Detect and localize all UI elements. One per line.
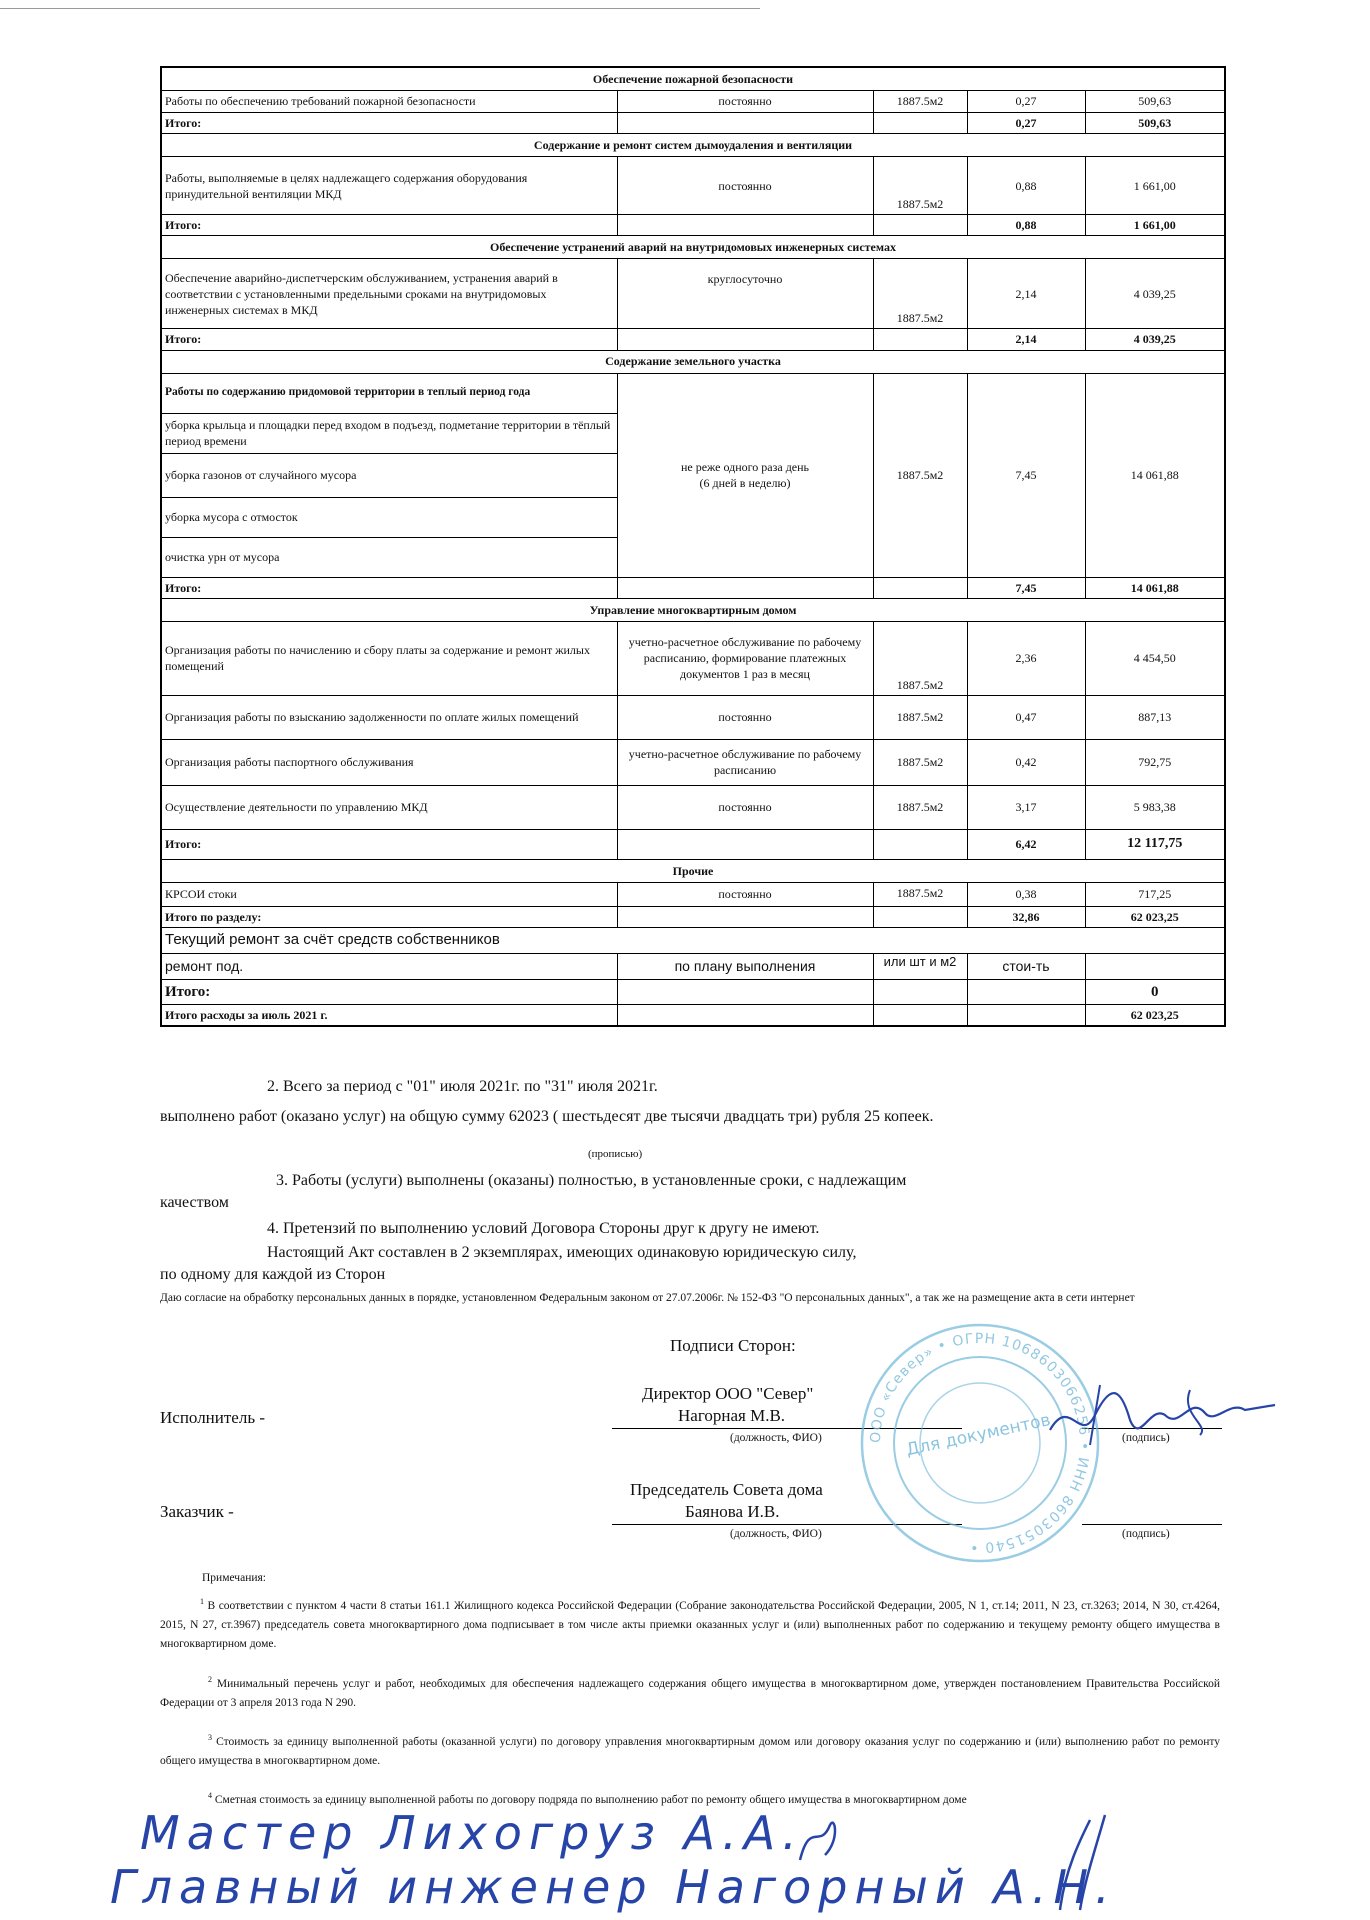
repair-rate: стои-ть [967, 953, 1085, 979]
service-area: 1887.5м2 [873, 259, 967, 329]
service-area: 1887.5м2 [873, 739, 967, 785]
propis-caption: (прописью) [588, 1148, 643, 1160]
handwritten-chief-engineer: Главный инженер Нагорный А.Н. [110, 1860, 1117, 1914]
service-area: 1887.5м2 [873, 882, 967, 906]
paragraph-2-period: 2. Всего за период с "01" июля 2021г. по "31" июля 2021г. [267, 1078, 658, 1095]
service-name: Организация работы паспортного обслуживания [161, 739, 617, 785]
section-header: Содержание земельного участка [161, 350, 1225, 373]
service-rate: 0,47 [967, 695, 1085, 739]
paragraph-2-sum: выполнено работ (оказано услуг) на общую сумму 62023 ( шестьдесят две тысячи двадцать три) рубля 25 копеек. [160, 1108, 934, 1125]
service-area: 1887.5м2 [873, 157, 967, 215]
paragraph-4: 4. Претензий по выполнению условий Договора Стороны друг к другу не имеют. [267, 1220, 820, 1237]
total-label: Итого: [161, 577, 617, 598]
total-label: Итого: [161, 215, 617, 236]
signatures-title: Подписи Сторон: [670, 1336, 796, 1355]
service-name: Осуществление деятельности по управлению МКД [161, 785, 617, 829]
paragraph-3-end: качеством [160, 1194, 229, 1211]
service-rate: 2,14 [967, 259, 1085, 329]
grand-total-label: Итого расходы за июль 2021 г. [161, 1005, 617, 1027]
repair-frequency: по плану выполнения [617, 953, 873, 979]
total-rate: 2,14 [967, 329, 1085, 350]
service-frequency: постоянно [617, 882, 873, 906]
service-frequency: не реже одного раза день (6 дней в неделю) [617, 373, 873, 577]
executor-fio-caption: (должность, ФИО) [730, 1432, 822, 1444]
service-name: очистка урн от мусора [161, 537, 617, 577]
total-rate: 6,42 [967, 829, 1085, 859]
notes-title: Примечания: [202, 1572, 266, 1584]
total-sum: 509,63 [1085, 113, 1225, 134]
section-header: Управление многоквартирным домом [161, 598, 1225, 621]
service-name: Работы по обеспечению требований пожарной безопасности [161, 91, 617, 113]
consent-text: Даю согласие на обработку персональных данных в порядке, установленном Федеральным законом от 27.07.2006г. № 152-ФЗ "О персональных данных", а так же на размещение акта в сети интернет [160, 1292, 1135, 1304]
service-sum: 5 983,38 [1085, 785, 1225, 829]
total-rate: 0,27 [967, 113, 1085, 134]
service-name: КРСОИ стоки [161, 882, 617, 906]
section-total-sum: 62 023,25 [1085, 906, 1225, 927]
paragraph-3: 3. Работы (услуги) выполнены (оказаны) полностью, в установленные сроки, с надлежащим [276, 1172, 907, 1189]
service-sum: 509,63 [1085, 91, 1225, 113]
service-frequency: учетно-расчетное обслуживание по рабочему расписанию, формирование платежных документов 1 раз в месяц [617, 621, 873, 695]
service-name: Обеспечение аварийно-диспетчерским обслуживанием, устранения аварий в соответствии с установленными предельными сроками на внутридомовых инженерных системах в МКД [161, 259, 617, 329]
note-4-text: Сметная стоимость за единицу выполненной работы по договору подряда по выполнению работ по ремонту общего имущества в многоквартирном доме [214, 1793, 967, 1806]
executor-position: Директор ООО "Север" [642, 1384, 814, 1403]
total-sum: 4 039,25 [1085, 329, 1225, 350]
service-area: 1887.5м2 [873, 621, 967, 695]
service-sum: 887,13 [1085, 695, 1225, 739]
customer-name: Баянова И.В. [685, 1502, 780, 1521]
service-sum: 792,75 [1085, 739, 1225, 785]
service-rate: 2,36 [967, 621, 1085, 695]
total-sum: 1 661,00 [1085, 215, 1225, 236]
service-name: уборка крыльца и площадки перед входом в подъезд, подметание территории в тёплый период времени [161, 413, 617, 453]
service-sum: 4 454,50 [1085, 621, 1225, 695]
service-sum: 717,25 [1085, 882, 1225, 906]
note-2-text: Минимальный перечень услуг и работ, необходимых для обеспечения надлежащего содержания общего имущества в многоквартирном доме, утвержден постановлением Правительства Российской Федерации от 3 апреля 2013 года N 290. [160, 1677, 1221, 1709]
stamp-ring-text: ООО «Север» • ОГРН 1068603066256 • ИНН 8603051540 • [867, 1330, 1093, 1556]
service-rate: 7,45 [967, 373, 1085, 577]
service-area: 1887.5м2 [873, 91, 967, 113]
handwritten-initials [780, 1800, 1200, 1918]
section-header: Прочие [161, 859, 1225, 882]
service-frequency: постоянно [617, 157, 873, 215]
service-sum: 14 061,88 [1085, 373, 1225, 577]
service-name: уборка газонов от случайного мусора [161, 453, 617, 497]
handwritten-master: Мастер Лихогруз А.А. [140, 1806, 804, 1860]
customer-label: Заказчик - [160, 1502, 234, 1521]
note-1: $^1$ В соответствии с пунктом 4 части 8 статьи 161.1 Жилищного кодекса Российской Федерации (Собрание законодательства Российской Федерации, 2005, N 1, ст.14; 2011, N 23, ст.3263; 2014, N 30, ст.4264, 2015, N 27, ст.3967) председатель совета многоквартирного дома подписывает в том числе акты приемки оказанных услуг и (или) выполненных работ по содержанию и текущему ремонту общего имущества в многоквартирном доме. [160, 1597, 1221, 1650]
section-total-rate: 32,86 [967, 906, 1085, 927]
total-rate: 0,88 [967, 215, 1085, 236]
service-name: Работы по содержанию придомовой территории в теплый период года [161, 373, 617, 413]
service-area: 1887.5м2 [873, 373, 967, 577]
repair-unit: или шт и м2 [873, 953, 967, 979]
repair-total-sum: 0 [1085, 979, 1225, 1004]
services-table [160, 66, 1226, 1027]
section-header: Обеспечение устранений аварий на внутридомовых инженерных системах [161, 236, 1225, 259]
service-name: уборка мусора с отмосток [161, 497, 617, 537]
scan-edge-line [0, 8, 760, 9]
note-3: $^3$ Стоимость за единицу выполненной работы (оказанной услуги) по договору управления многоквартирным домом или договору оказания услуг по содержанию и (или) выполнению работ по ремонту общего имущества в многоквартирном доме. [160, 1733, 1221, 1767]
executor-signature [1040, 1375, 1280, 1450]
customer-sign-caption: (подпись) [1122, 1528, 1170, 1540]
total-label: Итого: [161, 113, 617, 134]
customer-position: Председатель Совета дома [630, 1480, 823, 1499]
executor-label: Исполнитель - [160, 1408, 265, 1427]
total-sum: 12 117,75 [1085, 829, 1225, 859]
executor-sign-caption: (подпись) [1122, 1432, 1170, 1444]
grand-total-sum: 62 023,25 [1085, 1005, 1225, 1027]
note-2: $^2$ Минимальный перечень услуг и работ, необходимых для обеспечения надлежащего содержания общего имущества в многоквартирном доме, утвержден постановлением Правительства Российской Федерации от 3 апреля 2013 года N 290. [160, 1675, 1221, 1709]
service-area: 1887.5м2 [873, 785, 967, 829]
section-total-label: Итого по разделу: [161, 906, 617, 927]
service-rate: 3,17 [967, 785, 1085, 829]
repair-name: ремонт под. [161, 953, 617, 979]
note-1-text: В соответствии с пунктом 4 части 8 статьи 161.1 Жилищного кодекса Российской Федерации (Собрание законодательства Российской Федерации, 2005, N 1, ст.14; 2011, N 23, ст.3263; 2014, N 30, ст.4264, 2015, N 27, ст.3967) председатель совета многоквартирного дома подписывает в том числе акты приемки оказанных услуг и (или) выполненных работ по содержанию и текущему ремонту общего имущества в многоквартирном доме. [160, 1599, 1221, 1650]
service-sum: 1 661,00 [1085, 157, 1225, 215]
repair-title: Текущий ремонт за счёт средств собственников [161, 927, 1225, 953]
customer-fio-caption: (должность, ФИО) [730, 1528, 822, 1540]
repair-total-label: Итого: [161, 979, 617, 1004]
note-3-text: Стоимость за единицу выполненной работы (оказанной услуги) по договору управления многоквартирным домом или договору оказания услуг по содержанию и (или) выполнению работ по ремонту общего имущества в многоквартирном доме. [160, 1735, 1221, 1767]
service-frequency: учетно-расчетное обслуживание по рабочему расписанию [617, 739, 873, 785]
note-4: $^4$ Сметная стоимость за единицу выполненной работы по договору подряда по выполнению работ по ремонту общего имущества в многоквартирном доме [208, 1791, 967, 1806]
service-rate: 0,27 [967, 91, 1085, 113]
section-header: Обеспечение пожарной безопасности [161, 67, 1225, 91]
total-label: Итого: [161, 329, 617, 350]
total-rate: 7,45 [967, 577, 1085, 598]
paragraph-5: Настоящий Акт составлен в 2 экземплярах, имеющих одинаковую юридическую силу, [267, 1244, 857, 1261]
total-sum: 14 061,88 [1085, 577, 1225, 598]
service-area: 1887.5м2 [873, 695, 967, 739]
service-rate: 0,38 [967, 882, 1085, 906]
stamp-center-text: Для документов [904, 1410, 1053, 1461]
total-label: Итого: [161, 829, 617, 859]
service-rate: 0,88 [967, 157, 1085, 215]
executor-name: Нагорная М.В. [678, 1406, 786, 1425]
service-rate: 0,42 [967, 739, 1085, 785]
service-frequency: постоянно [617, 695, 873, 739]
paragraph-5-end: по одному для каждой из Сторон [160, 1266, 386, 1283]
service-name: Организация работы по взысканию задолженности по оплате жилых помещений [161, 695, 617, 739]
service-frequency: постоянно [617, 785, 873, 829]
service-name: Организация работы по начислению и сбору платы за содержание и ремонт жилых помещений [161, 621, 617, 695]
service-name: Работы, выполняемые в целях надлежащего содержания оборудования принудительной вентиляции МКД [161, 157, 617, 215]
service-sum: 4 039,25 [1085, 259, 1225, 329]
section-header: Содержание и ремонт систем дымоудаления и вентиляции [161, 134, 1225, 157]
service-frequency: постоянно [617, 91, 873, 113]
service-frequency: круглосуточно [617, 259, 873, 329]
